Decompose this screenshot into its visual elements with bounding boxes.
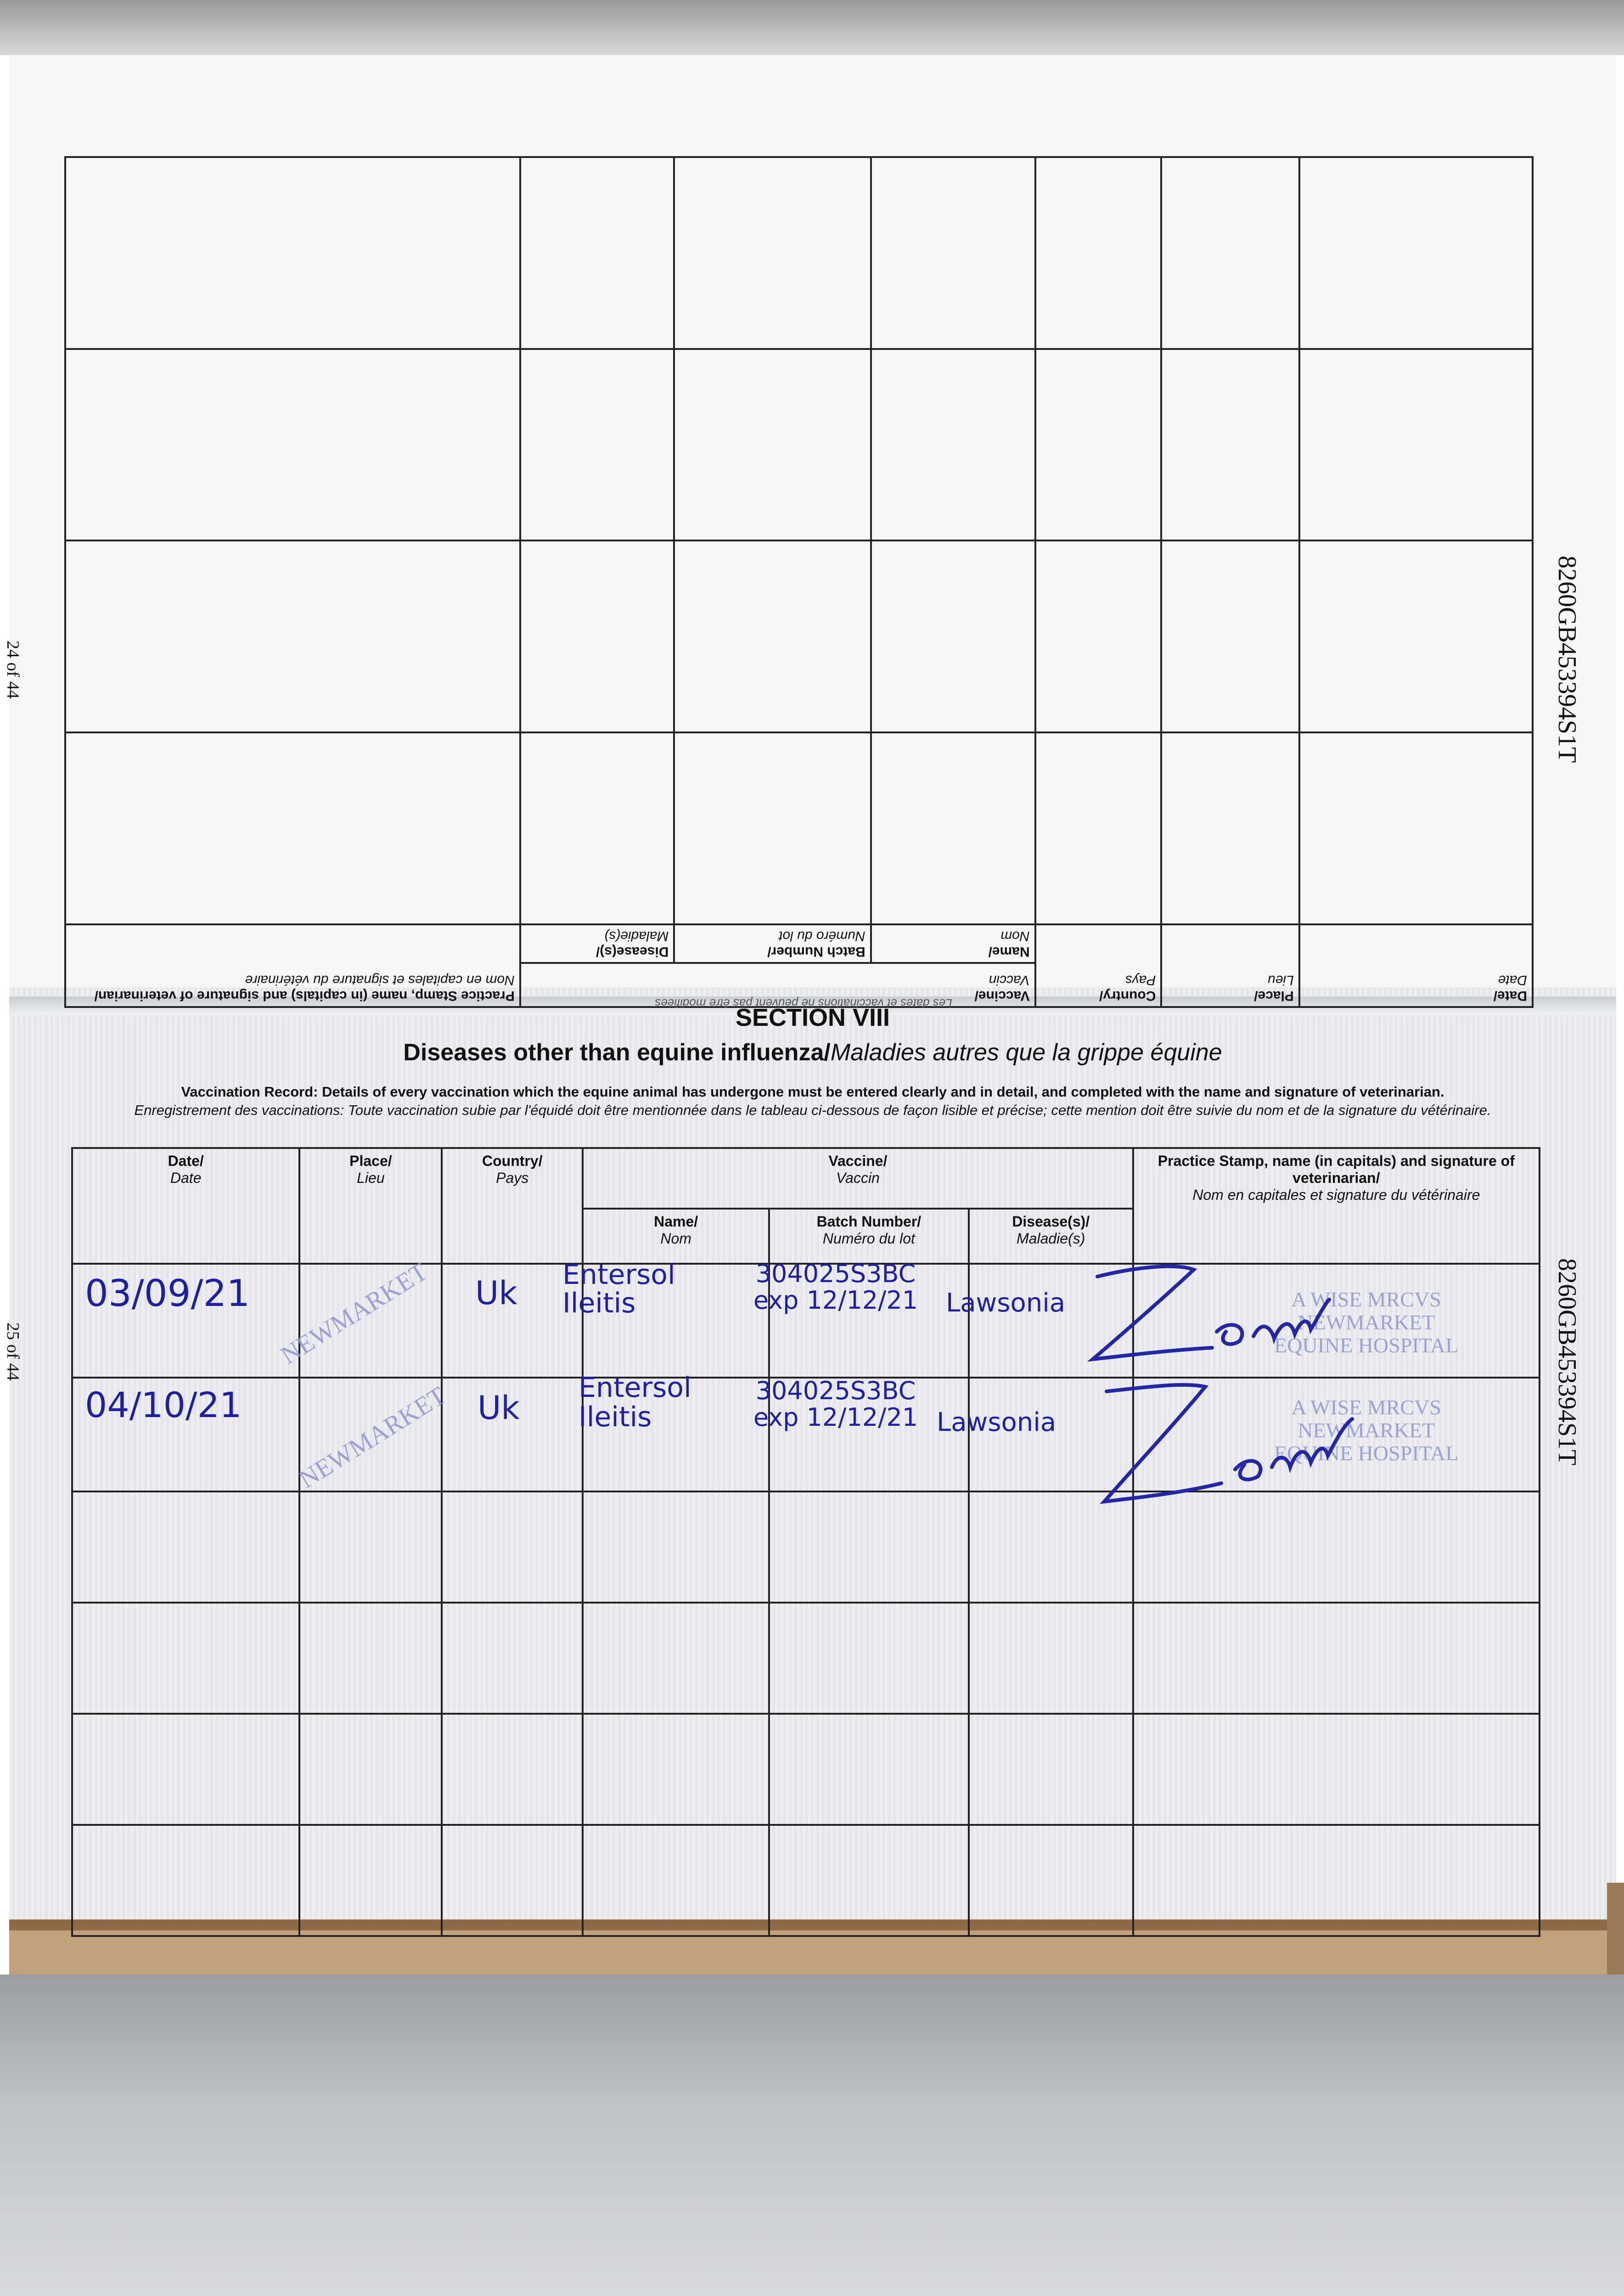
upper-page-note: Les dates et vaccinations ne peuvent pas être modifiées [655,996,952,1010]
row2-vaccine-name: Entersol Ileitis [579,1372,691,1433]
scanner-top-border [0,0,1624,55]
row1-practice-stamp: A WISE MRCVS NEWMARKET EQUINE HOSPITAL [1274,1288,1459,1357]
header-place: Place/ Lieu [299,1148,442,1264]
upper-header-name: Name/ Nom [871,924,1035,963]
row2-veterinarian-signature [1093,1373,1442,1520]
row2-disease: Lawsonia [937,1407,1056,1437]
row2-place-stamp: NEWMARKET [294,1381,451,1494]
row1-country: Uk [475,1274,517,1312]
header-disease: Disease(s)/ Maladie(s) [969,1209,1133,1264]
document-id-lower: 8260GB453394S1T [1553,1258,1581,1466]
upper-header-stamp: Practice Stamp, name (in capitals) and signature of veterinarian/ Nom en capitales et signature du vétérinaire [65,924,520,1007]
scanner-bottom-area [0,1975,1624,2296]
row2-country: Uk [478,1389,520,1427]
upper-table-row [65,732,1533,924]
header-date: Date/ Date [72,1148,299,1264]
section-number: SECTION VIII [735,1004,890,1031]
header-vaccine-name: Name/ Nom [583,1209,769,1264]
header-practice-stamp: Practice Stamp, name (in capitals) and signature of veterinarian/ Nom en capitales et signature du vétérinaire [1133,1148,1540,1264]
upper-table-row [65,157,1533,349]
row2-practice-stamp: A WISE MRCVS NEWMARKET EQUINE HOSPITAL [1274,1396,1459,1465]
header-country: Country/ Pays [442,1148,583,1264]
page-number-upper: 24 of 44 [3,641,22,699]
book-cover-corner [1607,1883,1624,1975]
table-row [72,1603,1540,1714]
upper-header-date: Date/ Date [1299,924,1533,1007]
header-vaccine: Vaccine/ Vaccin [583,1148,1133,1209]
document-id-upper: 8260GB453394S1T [1553,556,1581,763]
upper-header-country: Country/ Pays [1035,924,1162,1007]
page-number-lower: 25 of 44 [3,1322,22,1381]
upper-header-vaccine: Vaccine/ Vaccin [520,963,1035,1007]
upper-header-place: Place/ Lieu [1161,924,1299,1007]
table-row [72,1825,1540,1936]
row1-vaccine-name: Entersol Ileitis [562,1259,675,1319]
section-intro: Vaccination Record: Details of every vaccination which the equine animal has undergone must be entered clearly and in detail, and completed with the name and signature of veterinarian. Enregistrement des vaccinations: Toute vaccination subie par l'équidé doit être mentionnée dans le tableau ci-dessous de façon lisible et précise; cette mention doit être suivie du nom et de la signature du vétérinaire. [134,1084,1491,1118]
upper-table-row [65,541,1533,733]
row1-batch-number: 304025S3BC exp 12/12/21 [753,1259,918,1315]
upper-header-disease: Disease(s)/ Maladie(s) [520,924,674,963]
row2-batch-number: 304025S3BC exp 12/12/21 [753,1376,918,1432]
row2-date: 04/10/21 [85,1384,242,1425]
upper-table-row [65,349,1533,541]
upper-header-batch: Batch Number/ Numéro du lot [674,924,871,963]
row1-place-stamp: NEWMARKET [275,1257,433,1370]
row1-date: 03/09/21 [85,1272,250,1315]
table-row [72,1714,1540,1825]
row1-disease: Lawsonia [946,1288,1066,1318]
section-title: Diseases other than equine influenza/Maladies autres que la grippe équine [403,1039,1222,1066]
header-batch-number: Batch Number/ Numéro du lot [769,1209,969,1264]
upper-page-table [64,156,1534,1008]
row1-veterinarian-signature [1079,1249,1428,1387]
